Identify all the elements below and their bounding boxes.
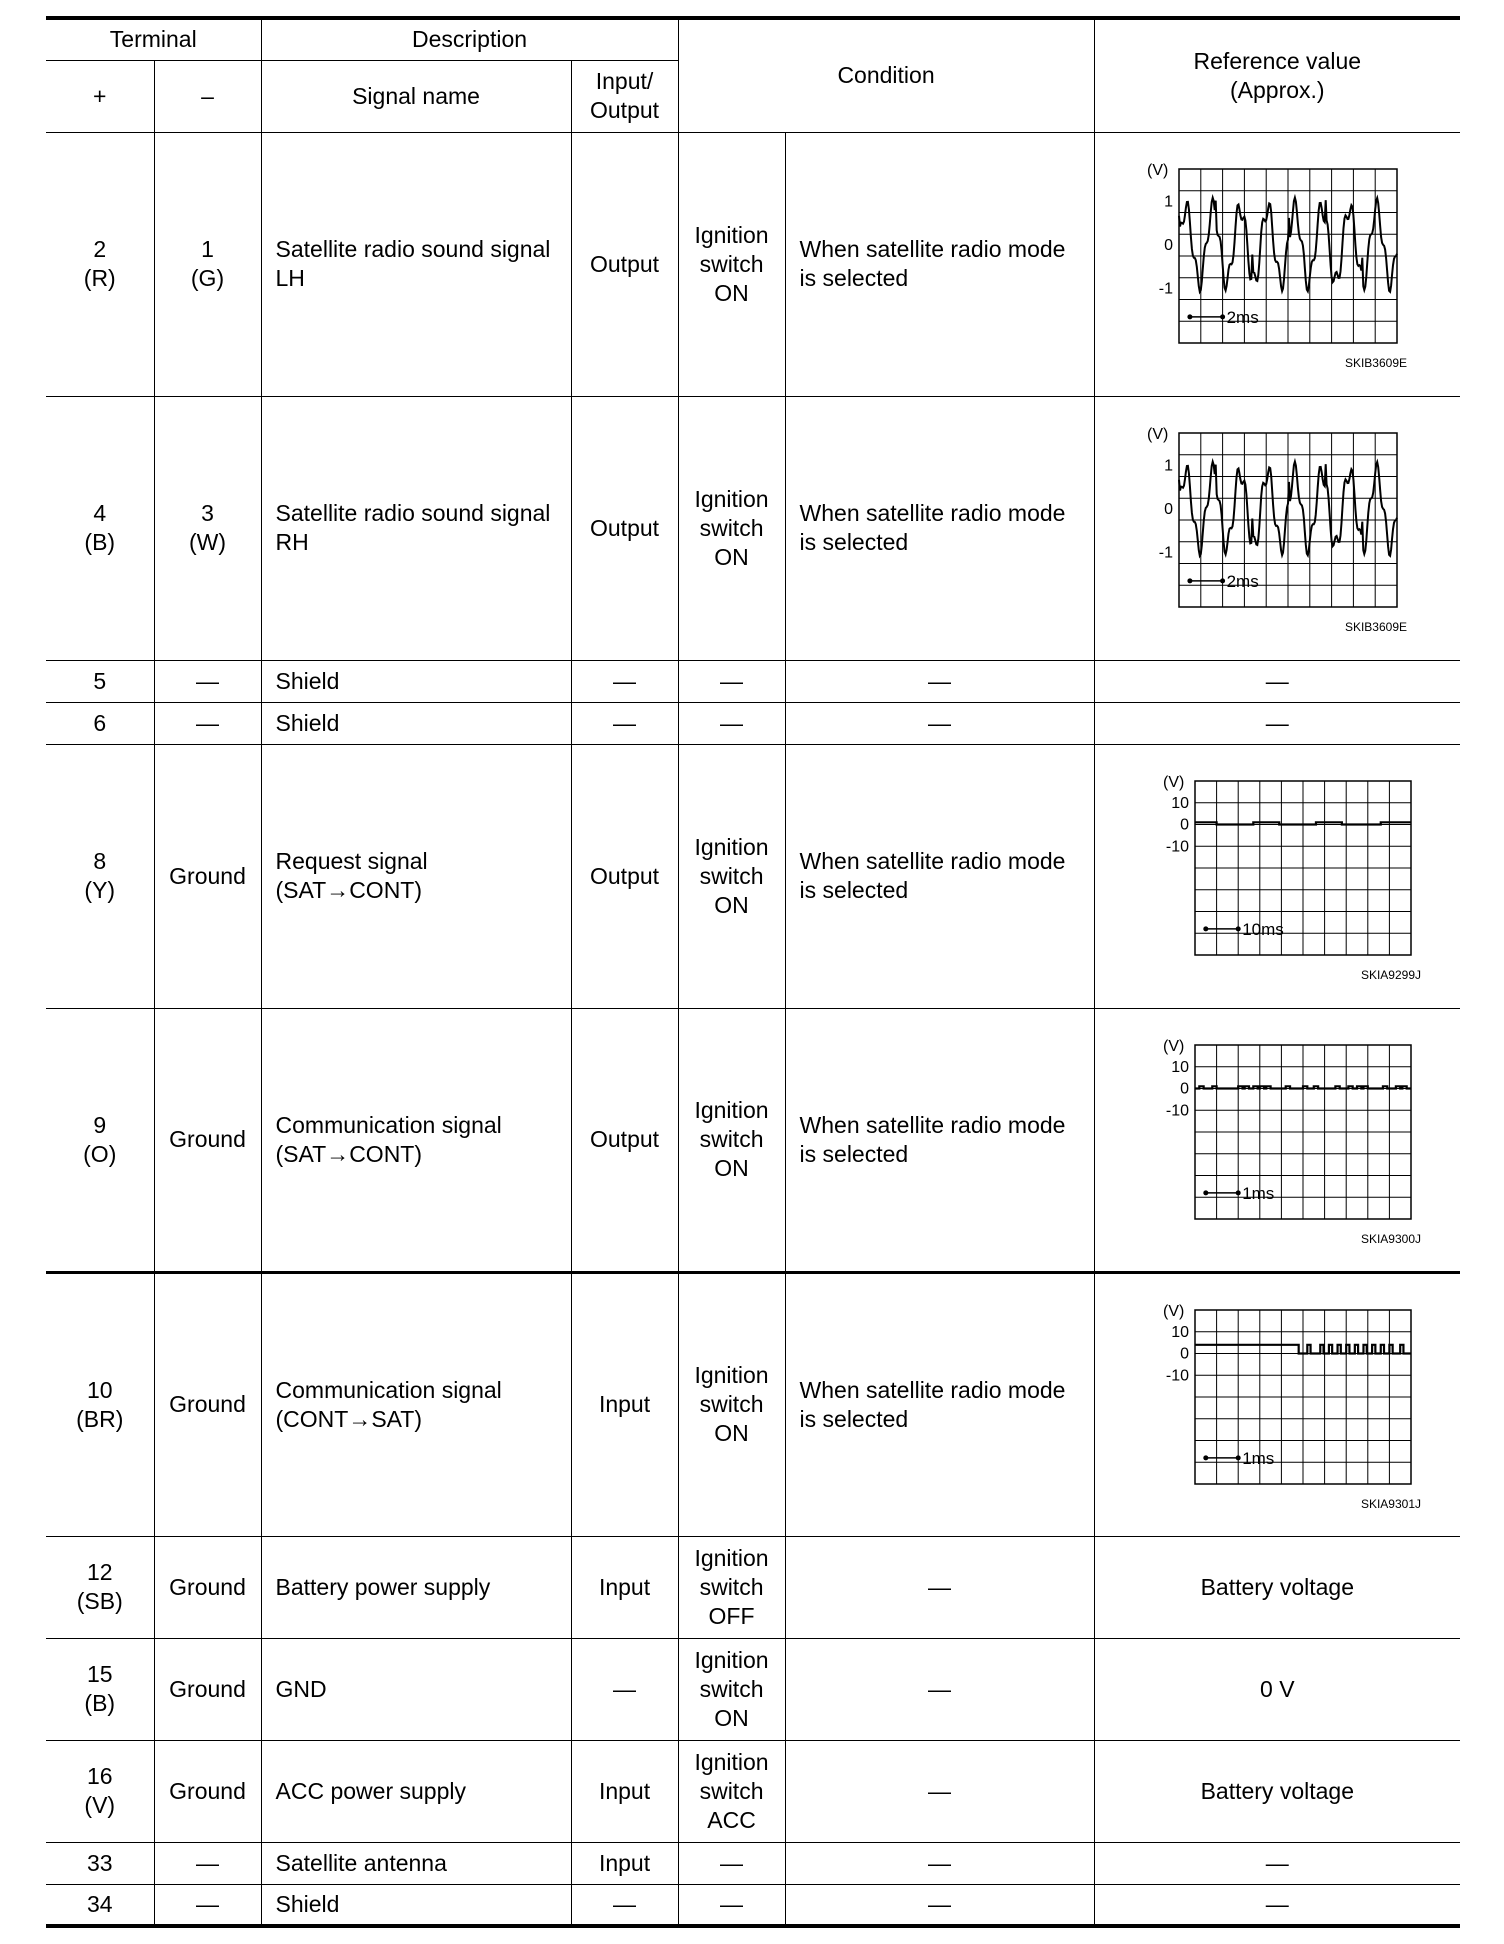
- terminal-plus-cell: 10 (BR): [46, 1272, 154, 1536]
- io-cell: Input: [571, 1740, 678, 1842]
- figure-code-label: SKIB3609E: [1345, 620, 1408, 634]
- header-plus: +: [46, 60, 154, 132]
- terminal-minus-cell: Ground: [154, 1536, 261, 1638]
- time-scale-label: 1ms: [1242, 1183, 1275, 1203]
- terminal-plus-cell: 12 (SB): [46, 1536, 154, 1638]
- table-row: [46, 1842, 1460, 1884]
- signal-name-cell: Shield: [261, 1884, 571, 1926]
- time-scale-label: 10ms: [1242, 919, 1285, 939]
- waveform-trace: [1195, 1086, 1411, 1088]
- condition-cell: —: [785, 660, 1094, 702]
- io-cell: —: [571, 660, 678, 702]
- condition-cell: When satellite radio mode is selected: [785, 744, 1094, 1008]
- table-row: [46, 702, 1460, 744]
- terminal-minus-cell: Ground: [154, 1272, 261, 1536]
- table-row: [46, 1740, 1460, 1842]
- io-cell: —: [571, 1638, 678, 1740]
- terminal-minus-cell: —: [154, 660, 261, 702]
- terminal-plus-cell: 8 (Y): [46, 744, 154, 1008]
- io-cell: —: [571, 1884, 678, 1926]
- header-reference: Reference value (Approx.): [1094, 18, 1460, 132]
- graph-ytick-label: 10: [1171, 1058, 1190, 1076]
- table-row: [46, 1638, 1460, 1740]
- terminal-minus-cell: Ground: [154, 1638, 261, 1740]
- terminal-minus-cell: 3 (W): [154, 396, 261, 660]
- terminal-plus-cell: 15 (B): [46, 1638, 154, 1740]
- ignition-cell: Ignition switch ON: [678, 744, 785, 1008]
- terminal-minus-cell: Ground: [154, 1740, 261, 1842]
- graph-ytick-label: 0: [1180, 816, 1190, 834]
- signal-name-cell: Request signal (SAT→CONT): [261, 744, 571, 1008]
- header-minus: –: [154, 60, 261, 132]
- io-cell: Output: [571, 744, 678, 1008]
- reference-value-cell: [1094, 132, 1460, 396]
- figure-code-label: SKIA9301J: [1361, 1496, 1422, 1511]
- ignition-cell: Ignition switch ON: [678, 1638, 785, 1740]
- ignition-cell: —: [678, 702, 785, 744]
- signal-name-cell: Satellite radio sound signal LH: [261, 132, 571, 396]
- terminal-minus-cell: 1 (G): [154, 132, 261, 396]
- header-condition: Condition: [678, 18, 1094, 132]
- signal-name-cell: Communication signal (SAT→CONT): [261, 1008, 571, 1272]
- condition-cell: When satellite radio mode is selected: [785, 1008, 1094, 1272]
- reference-value-cell: —: [1094, 1842, 1460, 1884]
- graph-ytick-label: 0: [1164, 501, 1174, 519]
- io-cell: —: [571, 702, 678, 744]
- signal-name-cell: GND: [261, 1638, 571, 1740]
- signal-name-cell: ACC power supply: [261, 1740, 571, 1842]
- terminal-plus-cell: 2 (R): [46, 132, 154, 396]
- reference-value-cell: [1094, 1008, 1460, 1272]
- terminal-plus-cell: 5: [46, 660, 154, 702]
- reference-value-cell: [1094, 396, 1460, 660]
- time-scale-label: 2ms: [1226, 307, 1260, 327]
- waveform-graph: [1127, 761, 1427, 991]
- ignition-cell: Ignition switch ON: [678, 1008, 785, 1272]
- graph-unit-label: (V): [1163, 1037, 1185, 1055]
- condition-cell: —: [785, 1740, 1094, 1842]
- reference-value-cell: [1094, 1272, 1460, 1536]
- condition-cell: —: [785, 702, 1094, 744]
- graph-ytick-label: -1: [1159, 544, 1174, 562]
- terminal-plus-cell: 4 (B): [46, 396, 154, 660]
- signal-name-cell: Shield: [261, 702, 571, 744]
- ignition-cell: Ignition switch ON: [678, 132, 785, 396]
- terminal-plus-cell: 34: [46, 1884, 154, 1926]
- graph-unit-label: (V): [1147, 162, 1169, 179]
- graph-ytick-label: 10: [1171, 1323, 1190, 1341]
- terminal-minus-cell: Ground: [154, 744, 261, 1008]
- condition-cell: When satellite radio mode is selected: [785, 1272, 1094, 1536]
- reference-value-cell: —: [1094, 660, 1460, 702]
- terminal-plus-cell: 9 (O): [46, 1008, 154, 1272]
- reference-value-cell: Battery voltage: [1094, 1536, 1460, 1638]
- reference-value-cell: [1094, 744, 1460, 1008]
- reference-value-cell: Battery voltage: [1094, 1740, 1460, 1842]
- signal-name-cell: Communication signal (CONT→SAT): [261, 1272, 571, 1536]
- terminal-plus-cell: 16 (V): [46, 1740, 154, 1842]
- io-cell: Input: [571, 1272, 678, 1536]
- condition-cell: —: [785, 1638, 1094, 1740]
- ignition-cell: Ignition switch ACC: [678, 1740, 785, 1842]
- signal-name-cell: Satellite radio sound signal RH: [261, 396, 571, 660]
- condition-cell: —: [785, 1842, 1094, 1884]
- table-row: [46, 396, 1460, 660]
- table-row: [46, 1272, 1460, 1536]
- table-row: [46, 1008, 1460, 1272]
- signal-name-cell: Satellite antenna: [261, 1842, 571, 1884]
- header-io: Input/ Output: [571, 60, 678, 132]
- ignition-cell: Ignition switch ON: [678, 1272, 785, 1536]
- time-scale-label: 1ms: [1242, 1448, 1275, 1468]
- reference-value-cell: 0 V: [1094, 1638, 1460, 1740]
- condition-cell: —: [785, 1884, 1094, 1926]
- reference-value-cell: —: [1094, 1884, 1460, 1926]
- table-row: [46, 744, 1460, 1008]
- header-description: Description: [261, 18, 678, 60]
- graph-ytick-label: -1: [1159, 280, 1174, 298]
- signal-name-cell: Battery power supply: [261, 1536, 571, 1638]
- condition-cell: —: [785, 1536, 1094, 1638]
- figure-code-label: SKIA9299J: [1361, 968, 1422, 982]
- graph-unit-label: (V): [1163, 1302, 1185, 1320]
- terminal-plus-cell: 6: [46, 702, 154, 744]
- terminal-minus-cell: —: [154, 1842, 261, 1884]
- signal-name-cell: Shield: [261, 660, 571, 702]
- time-scale-label: 2ms: [1226, 571, 1260, 591]
- io-cell: Output: [571, 132, 678, 396]
- table-row: [46, 132, 1460, 396]
- ignition-cell: Ignition switch OFF: [678, 1536, 785, 1638]
- waveform-graph: [1127, 1025, 1427, 1255]
- graph-unit-label: (V): [1163, 774, 1185, 791]
- io-cell: Input: [571, 1842, 678, 1884]
- table-row: [46, 660, 1460, 702]
- graph-ytick-label: -10: [1166, 838, 1190, 856]
- graph-ytick-label: 0: [1180, 1345, 1190, 1362]
- ignition-cell: —: [678, 660, 785, 702]
- waveform-graph: [1127, 1290, 1427, 1520]
- graph-ytick-label: -10: [1166, 1366, 1190, 1384]
- condition-cell: When satellite radio mode is selected: [785, 132, 1094, 396]
- graph-ytick-label: 10: [1171, 794, 1190, 812]
- header-terminal: Terminal: [46, 18, 261, 60]
- figure-code-label: SKIB3609E: [1345, 356, 1408, 370]
- table-row: [46, 1884, 1460, 1926]
- ignition-cell: Ignition switch ON: [678, 396, 785, 660]
- ignition-cell: —: [678, 1884, 785, 1926]
- graph-ytick-label: 0: [1180, 1080, 1190, 1097]
- graph-ytick-label: 1: [1164, 457, 1174, 475]
- io-cell: Input: [571, 1536, 678, 1638]
- condition-cell: When satellite radio mode is selected: [785, 396, 1094, 660]
- terminal-minus-cell: —: [154, 1884, 261, 1926]
- figure-code-label: SKIA9300J: [1361, 1231, 1422, 1246]
- graph-ytick-label: 0: [1164, 237, 1174, 255]
- header-signal-name: Signal name: [261, 60, 571, 132]
- terminal-minus-cell: —: [154, 702, 261, 744]
- graph-unit-label: (V): [1147, 426, 1169, 443]
- terminal-plus-cell: 33: [46, 1842, 154, 1884]
- graph-ytick-label: -10: [1166, 1101, 1190, 1119]
- waveform-graph: [1127, 149, 1427, 379]
- waveform-graph: [1127, 413, 1427, 643]
- io-cell: Output: [571, 1008, 678, 1272]
- terminal-minus-cell: Ground: [154, 1008, 261, 1272]
- ignition-cell: —: [678, 1842, 785, 1884]
- graph-ytick-label: 1: [1164, 193, 1174, 211]
- terminal-table: [46, 16, 1460, 1928]
- io-cell: Output: [571, 396, 678, 660]
- reference-value-cell: —: [1094, 702, 1460, 744]
- table-row: [46, 1536, 1460, 1638]
